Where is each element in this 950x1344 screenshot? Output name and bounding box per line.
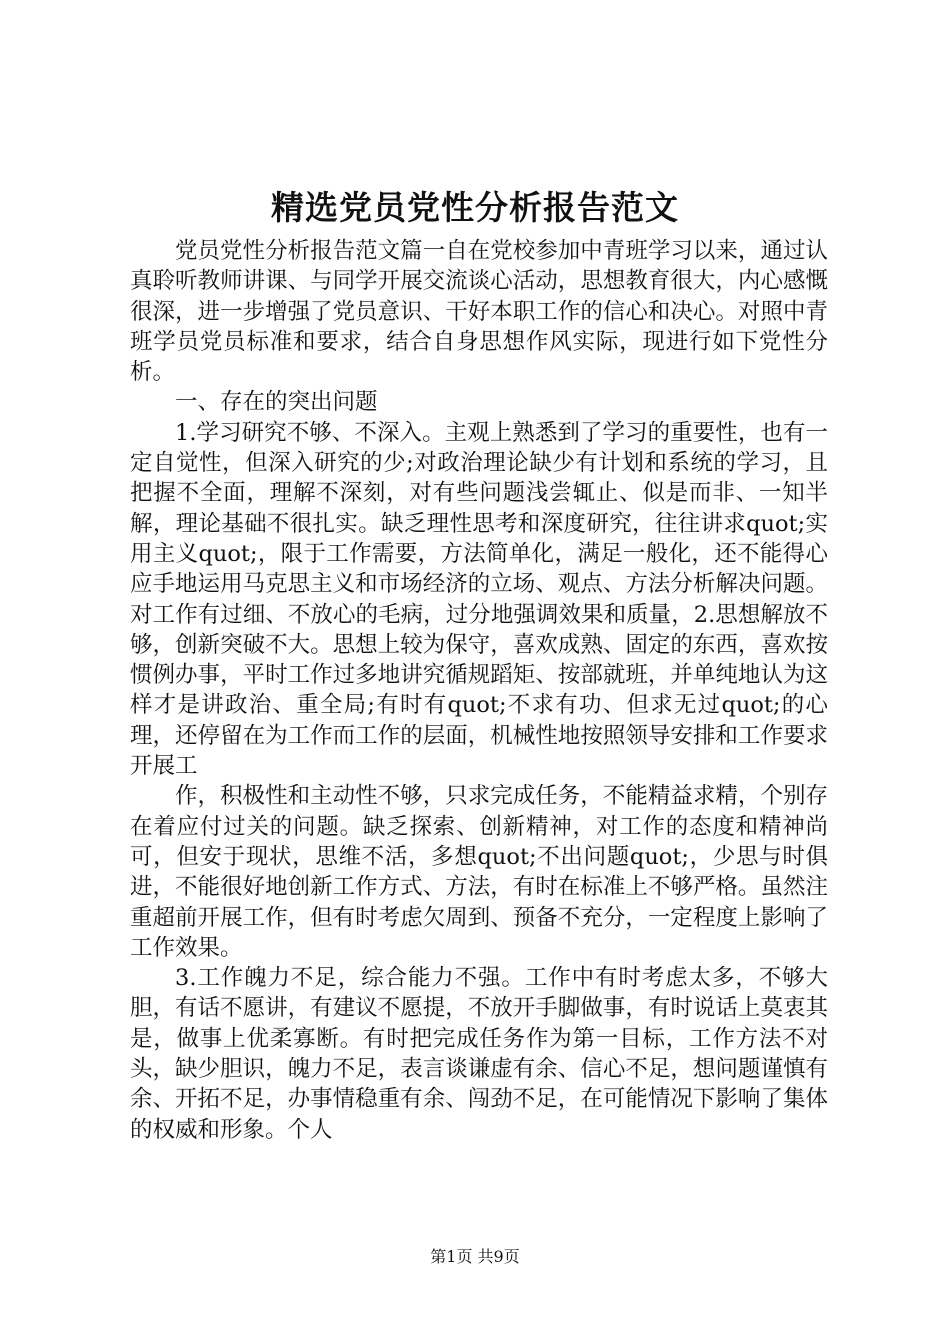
- paragraph-continuation: 作，积极性和主动性不够，只求完成任务，不能精益求精，个别存在着应付过关的问题。缺乏探索、创新精神，对工作的态度和精神尚可，但安于现状，思维不活，多想quot;不出问题quot;，少思与时俱进，不能很好地创新工作方式、方法，有时在标准上不够严格。虽然注重超前开展工作，但有时考虑欠周到、预备不充分，一定程度上影响了工作效果。: [130, 783, 828, 961]
- page-footer: 第1页 共9页: [430, 1247, 520, 1266]
- document-body: [130, 236, 828, 1145]
- section-heading: 一、存在的突出问题: [175, 389, 378, 416]
- paragraph-point-3: 3.工作魄力不足，综合能力不强。工作中有时考虑太多，不够大胆，有话不愿讲，有建议不愿提，不放开手脚做事，有时说话上莫衷其是，做事上优柔寡断。有时把完成任务作为第一目标，工作方法不对头，缺少胆识，魄力不足，表言谈谦虚有余、信心不足，想问题谨慎有余、开拓不足，办事情稳重有余、闯劲不足，在可能情况下影响了集体的权威和形象。个人: [130, 965, 828, 1143]
- paragraph-point-1-2: 1.学习研究不够、不深入。主观上熟悉到了学习的重要性，也有一定自觉性，但深入研究的少;对政治理论缺少有计划和系统的学习，且把握不全面，理解不深刻，对有些问题浅尝辄止、似是而非、一知半解，理论基础不很扎实。缺乏理性思考和深度研究，往往讲求quot;实用主义quot;，限于工作需要，方法简单化，满足一般化，还不能得心应手地运用马克思主义和市场经济的立场、观点、方法分析解决问题。对工作有过细、不放心的毛病，过分地强调效果和质量，2.思想解放不够，创新突破不大。思想上较为保守，喜欢成熟、固定的东西，喜欢按惯例办事，平时工作过多地讲究循规蹈矩、按部就班，并单纯地认为这样才是讲政治、重全局;有时有quot;不求有功、但求无过quot;的心理，还停留在为工作而工作的层面，机械性地按照领导安排和工作要求开展工: [130, 419, 828, 780]
- document-title: 精选党员党性分析报告范文: [271, 188, 679, 227]
- paragraph-intro: 党员党性分析报告范文篇一自在党校参加中青班学习以来，通过认真聆听教师讲课、与同学开展交流谈心活动，思想教育很大，内心感慨很深，进一步增强了党员意识、干好本职工作的信心和决心。对照中青班学员党员标准和要求，结合自身思想作风实际，现进行如下党性分析。: [130, 238, 828, 386]
